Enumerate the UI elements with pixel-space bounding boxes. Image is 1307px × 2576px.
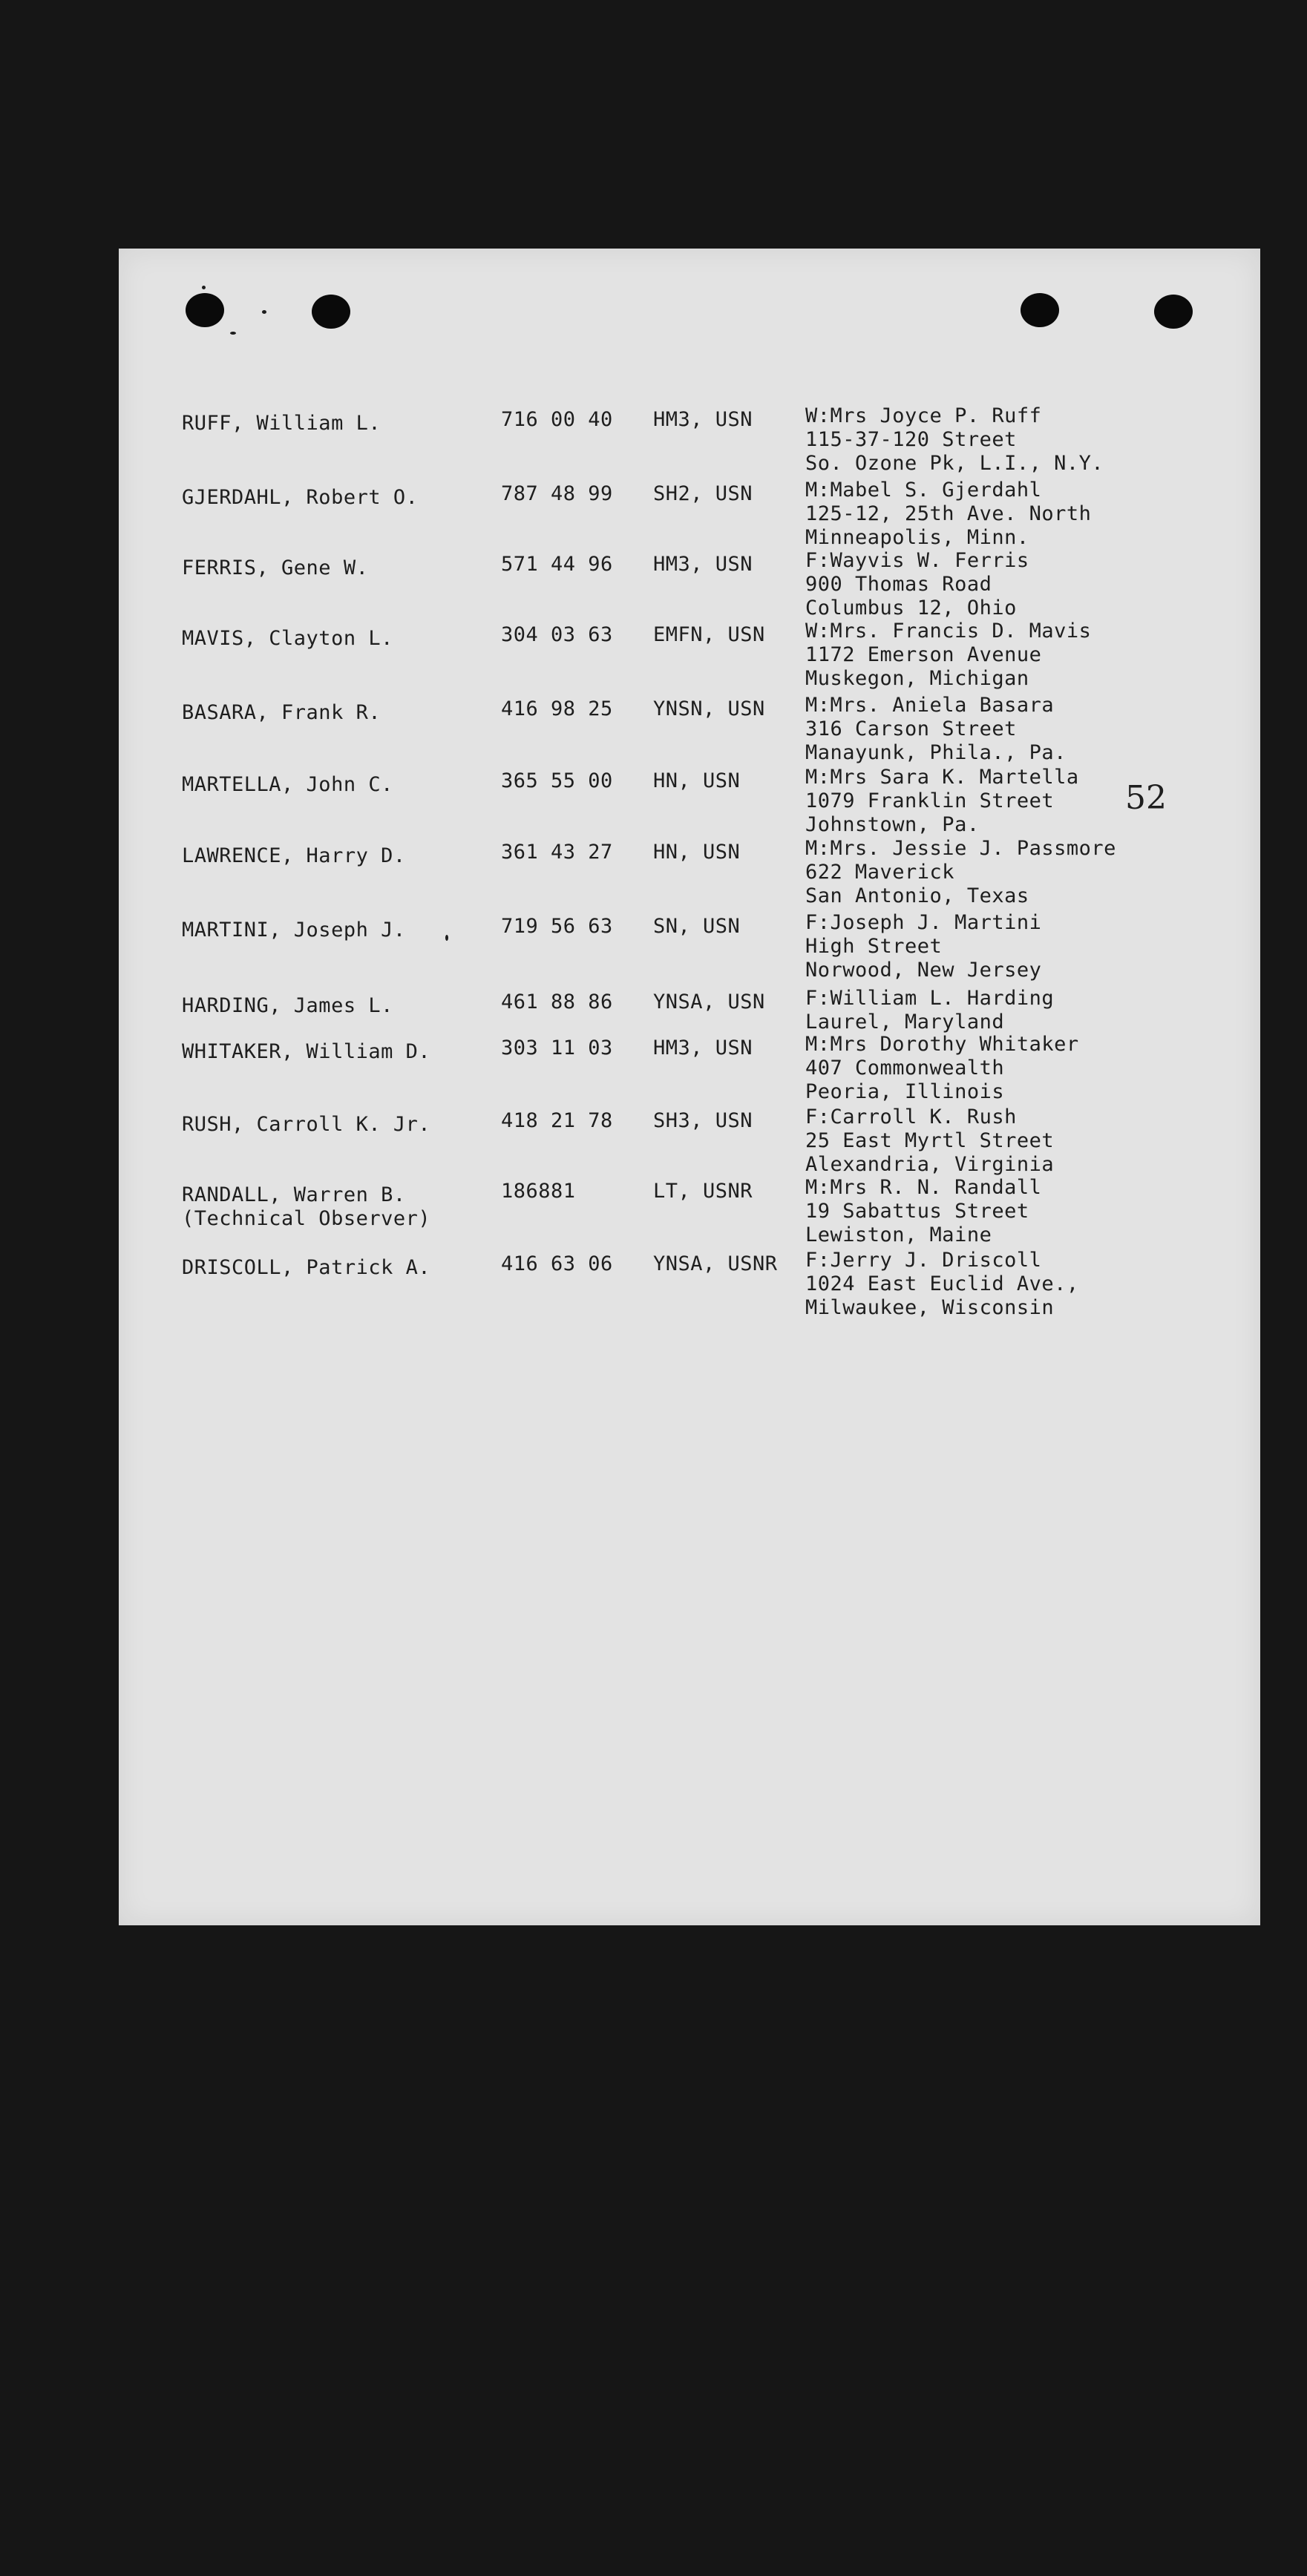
address-line: M:Mabel S. Gjerdahl [805, 479, 1042, 502]
crew-name: RANDALL, Warren B. [182, 1183, 406, 1206]
address-line: Minneapolis, Minn. [805, 526, 1029, 549]
address-line: Peoria, Illinois [805, 1080, 1005, 1103]
rating-branch: HM3, USN [653, 553, 753, 576]
ink-speck [230, 332, 236, 335]
address-line: 1079 Franklin Street [805, 789, 1055, 812]
address-line: 115-37-120 Street [805, 428, 1017, 451]
crew-name: MARTINI, Joseph J. [182, 919, 406, 942]
next-of-kin-address [805, 911, 1041, 982]
rating-branch: LT, USNR [653, 1180, 753, 1203]
rating-branch: SN, USN [653, 915, 741, 938]
ink-speck [262, 310, 266, 314]
address-line: 125-12, 25th Ave. North [805, 502, 1092, 525]
next-of-kin-address [805, 766, 1079, 837]
service-number: 461 88 86 [501, 990, 613, 1013]
crew-name: WHITAKER, William D. [182, 1040, 431, 1063]
address-line: Manayunk, Phila., Pa. [805, 741, 1067, 764]
next-of-kin-address [805, 987, 1054, 1034]
rating-branch: YNSA, USNR [653, 1252, 778, 1275]
address-line: 1172 Emerson Avenue [805, 643, 1042, 666]
rating-branch: SH2, USN [653, 482, 753, 505]
address-line: M:Mrs. Jessie J. Passmore [805, 837, 1116, 860]
crew-name: HARDING, James L. [182, 994, 393, 1017]
ink-speck [202, 286, 206, 289]
address-line: Johnstown, Pa. [805, 813, 980, 836]
punch-hole [1021, 293, 1059, 327]
service-number: 716 00 40 [501, 408, 613, 431]
address-line: Alexandria, Virginia [805, 1153, 1055, 1176]
address-line: W:Mrs. Francis D. Mavis [805, 620, 1092, 643]
crew-name: DRISCOLL, Patrick A. [182, 1256, 431, 1279]
address-line: M:Mrs Dorothy Whitaker [805, 1033, 1079, 1056]
address-line: F:Joseph J. Martini [805, 911, 1042, 934]
punch-hole [186, 293, 224, 327]
crew-name: LAWRENCE, Harry D. [182, 844, 406, 867]
next-of-kin-address [805, 694, 1067, 765]
service-number: 304 03 63 [501, 623, 613, 646]
rating-branch: HN, USN [653, 841, 741, 864]
service-number: 416 98 25 [501, 697, 613, 720]
address-line: 1024 East Euclid Ave., [805, 1272, 1079, 1295]
next-of-kin-address [805, 1105, 1054, 1177]
next-of-kin-address [805, 1176, 1041, 1247]
punch-hole [1154, 295, 1193, 329]
crew-name: MAVIS, Clayton L. [182, 627, 393, 650]
address-line: Muskegon, Michigan [805, 667, 1029, 690]
next-of-kin-address [805, 549, 1029, 620]
ink-speck [445, 935, 448, 941]
crew-name-note: (Technical Observer) [182, 1207, 431, 1230]
address-line: F:Carroll K. Rush [805, 1105, 1017, 1128]
crew-name: FERRIS, Gene W. [182, 556, 369, 579]
crew-name: RUSH, Carroll K. Jr. [182, 1113, 431, 1136]
address-line: 407 Commonwealth [805, 1057, 1005, 1080]
rating-branch: HM3, USN [653, 408, 753, 431]
punch-hole [312, 295, 350, 329]
address-line: F:Wayvis W. Ferris [805, 549, 1029, 572]
address-line: M:Mrs Sara K. Martella [805, 766, 1079, 789]
next-of-kin-address [805, 479, 1091, 550]
address-line: M:Mrs. Aniela Basara [805, 694, 1055, 717]
service-number: 416 63 06 [501, 1252, 613, 1275]
address-line: San Antonio, Texas [805, 884, 1029, 907]
service-number: 787 48 99 [501, 482, 613, 505]
address-line: W:Mrs Joyce P. Ruff [805, 404, 1042, 427]
address-line: Lewiston, Maine [805, 1223, 992, 1246]
next-of-kin-address [805, 620, 1091, 691]
crew-name: RUFF, William L. [182, 412, 381, 435]
address-line: M:Mrs R. N. Randall [805, 1176, 1042, 1199]
service-number: 361 43 27 [501, 841, 613, 864]
address-line: F:Jerry J. Driscoll [805, 1249, 1042, 1272]
next-of-kin-address [805, 1249, 1079, 1320]
address-line: 900 Thomas Road [805, 573, 992, 596]
service-number: 571 44 96 [501, 553, 613, 576]
address-line: 622 Maverick [805, 861, 955, 884]
rating-branch: SH3, USN [653, 1109, 753, 1132]
rating-branch: YNSN, USN [653, 697, 765, 720]
service-number: 303 11 03 [501, 1036, 613, 1059]
service-number: 719 56 63 [501, 915, 613, 938]
address-line: Milwaukee, Wisconsin [805, 1296, 1055, 1319]
address-line: F:William L. Harding [805, 987, 1055, 1010]
rating-branch: YNSA, USN [653, 990, 765, 1013]
next-of-kin-address [805, 404, 1104, 476]
crew-name: MARTELLA, John C. [182, 773, 393, 796]
next-of-kin-address [805, 1033, 1079, 1104]
crew-name: GJERDAHL, Robert O. [182, 486, 419, 509]
service-number: 365 55 00 [501, 769, 613, 792]
service-number: 186881 [501, 1180, 576, 1203]
address-line: High Street [805, 935, 943, 958]
page-number: 52 [1125, 779, 1167, 817]
next-of-kin-address [805, 837, 1116, 908]
service-number: 418 21 78 [501, 1109, 613, 1132]
address-line: 316 Carson Street [805, 717, 1017, 740]
rating-branch: HM3, USN [653, 1036, 753, 1059]
crew-name: BASARA, Frank R. [182, 701, 381, 724]
address-line: 19 Sabattus Street [805, 1200, 1029, 1223]
address-line: 25 East Myrtl Street [805, 1129, 1055, 1152]
address-line: So. Ozone Pk, L.I., N.Y. [805, 452, 1104, 475]
rating-branch: HN, USN [653, 769, 741, 792]
address-line: Columbus 12, Ohio [805, 597, 1017, 620]
address-line: Norwood, New Jersey [805, 959, 1042, 982]
rating-branch: EMFN, USN [653, 623, 765, 646]
address-line: Laurel, Maryland [805, 1011, 1005, 1034]
